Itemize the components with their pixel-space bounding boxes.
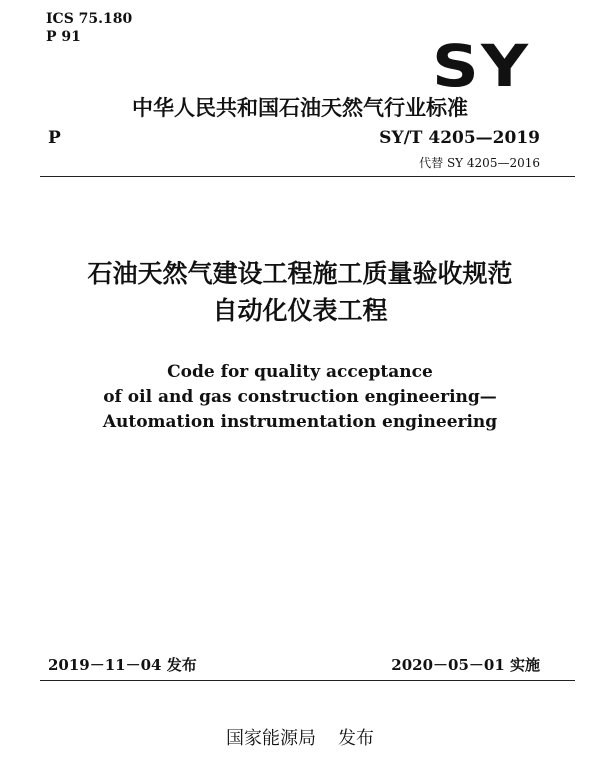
- publisher-name: 国家能源局: [226, 728, 316, 749]
- top-divider: [40, 176, 575, 177]
- publisher-action: 发布: [338, 728, 374, 749]
- bottom-divider: [40, 680, 575, 681]
- standard-type: 中华人民共和国石油天然气行业标准: [132, 96, 468, 120]
- ics-code: ICS 75.180: [46, 11, 133, 27]
- title-en-line3: Automation instrumentation engineering: [102, 412, 498, 432]
- standard-number: SY/T 4205—2019: [379, 128, 540, 148]
- sy-logo: SY: [432, 32, 531, 100]
- title-en-line1: Code for quality acceptance: [167, 362, 433, 382]
- classification-codes: [46, 10, 132, 46]
- title-cn-line2: 自动化仪表工程: [212, 296, 388, 325]
- ccs-code: P 91: [46, 29, 81, 45]
- publisher-line: [0, 724, 600, 750]
- implementation-date: 2020－05－01 实施: [391, 656, 540, 674]
- replaces-note: 代替 SY 4205—2016: [419, 156, 540, 170]
- classification-letter: P: [48, 128, 61, 148]
- title-en-line2: of oil and gas construction engineering—: [103, 387, 497, 407]
- title-cn-line1: 石油天然气建设工程施工质量验收规范: [87, 259, 513, 288]
- issue-date: 2019－11－04 发布: [48, 656, 197, 674]
